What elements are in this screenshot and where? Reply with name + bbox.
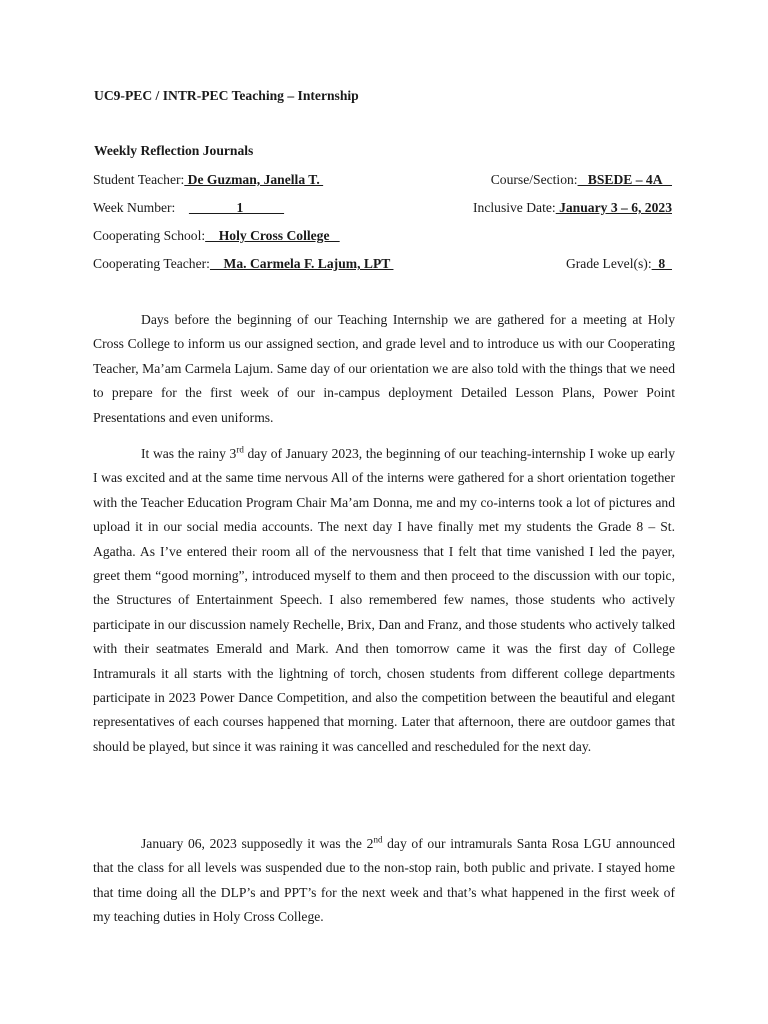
paragraph-3-rest: day of our intramurals Santa Rosa LGU announced that the class for all levels was suspended due to the non-stop rain, both public and private. I stayed home that time doing all the DLP’s and PPT’s for the next week and that’s what happened in the first week of my teaching duties in Holy Cross College. — [93, 836, 675, 925]
inclusive-date-label: Inclusive Date: — [473, 200, 556, 215]
cooperating-school-value: Holy Cross College — [205, 228, 340, 243]
week-number-label: Week Number: — [93, 200, 176, 215]
course-title: UC9-PEC / INTR-PEC Teaching – Internship — [94, 88, 359, 103]
week-number-value: 1 — [188, 200, 285, 215]
journal-title: Weekly Reflection Journals — [94, 143, 254, 158]
grade-level-field — [566, 256, 672, 272]
grade-level-label: Grade Level(s): — [565, 256, 652, 271]
student-teacher-value: De Guzman, Janella T. — [184, 172, 324, 187]
cooperating-school-field — [93, 228, 340, 244]
course-section-label: Course/Section: — [490, 172, 578, 187]
field-row-teacher — [93, 256, 672, 276]
student-teacher-label: Student Teacher: — [93, 172, 185, 187]
cooperating-teacher-label: Cooperating Teacher: — [93, 256, 210, 271]
inclusive-date-field — [473, 200, 672, 216]
course-section-field — [491, 172, 672, 188]
week-number-field — [93, 200, 284, 216]
cooperating-teacher-field — [93, 256, 393, 272]
paragraph-3-start: January 06, 2023 supposedly it was the 2 — [141, 836, 374, 851]
field-row-school — [93, 228, 672, 248]
cooperating-teacher-value: Ma. Carmela F. Lajum, LPT — [209, 256, 394, 271]
field-row-student — [93, 172, 672, 192]
paragraph-1: Days before the beginning of our Teaching Internship we are gathered for a meeting at Holy Cross College to inform us our assigned section, and grade level and to introduce us with our Cooperating Teacher, Ma’am Carmela Lajum. Same day of our orientation we are also told with the things that we need to prepare for the first week of our in-campus deployment Detailed Lesson Plans, Power Point Presentations and even uniforms. — [93, 312, 675, 425]
cooperating-school-label: Cooperating School: — [93, 228, 206, 243]
paragraph-2-start: It was the rainy 3 — [141, 446, 237, 461]
paragraph-2-rest: day of January 2023, the beginning of our teaching-internship I woke up early I was excited and at the same time nervous All of the interns were gathered for a short orientation together with the Teacher Education Program Chair Ma’am Donna, me and my co-interns took a lot of pictures and upload it in our social media accounts. The next day I have finally met my students the Grade 8 – St. Agatha. As I’ve entered their room all of the nervousness that I felt that time vanished I led the payer, greet them “good morning”, introduced myself to them and then proceed to the discussion with our topic, the Structures of Entertainment Speech. I also remembered few names, those students who actively participate in our discussion namely Rechelle, Brix, Dan and Franz, and those students who actively talked with their seatmates Emerald and Mark. And then tomorrow came it was the first day of College Intramurals it all starts with the lightning of torch, chosen students from different college departments participate in 2023 Power Dance Competition, and also the competition between the beautiful and elegant representatives of each courses happened that morning. Later that afternoon, there are outdoor games that should be played, but since it was raining it was cancelled and rescheduled for the next day. — [93, 446, 675, 754]
paragraph-3 — [93, 832, 675, 930]
paragraph-2 — [93, 442, 675, 759]
paragraph-2-ordinal: rd — [236, 444, 244, 455]
grade-level-value: 8 — [651, 256, 672, 271]
student-teacher-field — [93, 172, 323, 188]
course-section-value: BSEDE – 4A — [577, 172, 672, 187]
inclusive-date-value: January 3 – 6, 2023 — [555, 200, 672, 215]
paragraph-3-ordinal: nd — [373, 834, 383, 845]
field-row-week — [93, 200, 672, 220]
